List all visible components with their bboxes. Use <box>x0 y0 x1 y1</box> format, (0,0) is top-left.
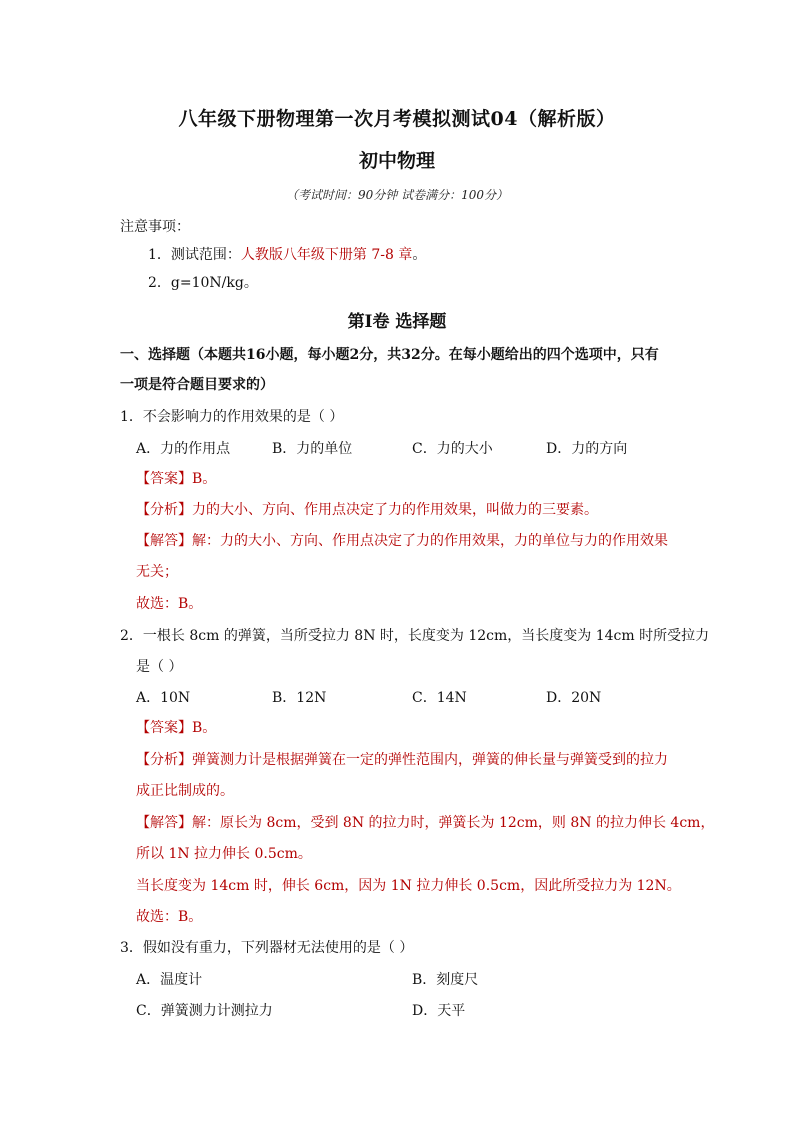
q3-option-c: C．弹簧测力计测拉力 <box>136 1003 273 1019</box>
q3-option-d: D．天平 <box>412 1003 466 1019</box>
q1-solution-tag: 【解答】 <box>136 533 192 549</box>
q2-solution-line-2: 所以 1N 拉力伸长 0.5cm。 <box>136 846 312 862</box>
q2-solution-tag: 【解答】 <box>136 815 192 831</box>
q2-solution-line-3: 当长度变为 14cm 时，伸长 6cm，因为 1N 拉力伸长 0.5cm，因此所受拉力为 12N。 <box>136 878 681 894</box>
q2-answer-tag: 【答案】 <box>136 720 192 736</box>
q2-answer-value: B。 <box>192 720 217 736</box>
q2-analysis-line-2: 成正比制成的。 <box>136 783 234 799</box>
q3-option-b: B．刻度尺 <box>412 972 479 988</box>
exam-info: （考试时间：90分钟 试卷满分：100分） <box>286 188 508 202</box>
q2-answer <box>136 718 216 738</box>
notes-item-1-prefix: 1．测试范围： <box>148 247 241 263</box>
notes-item-2: 2．g=10N/kg。 <box>148 275 258 291</box>
q3-stem: 3．假如没有重力，下列器材无法使用的是（ ） <box>120 940 414 956</box>
q2-solution-line-1 <box>136 813 714 833</box>
q2-option-d: D．20N <box>546 690 602 706</box>
q1-analysis-text: 力的大小、方向、作用点决定了力的作用效果，叫做力的三要素。 <box>192 502 598 518</box>
q1-answer-value: B。 <box>192 471 217 487</box>
q2-option-b: B．12N <box>272 690 327 706</box>
q1-option-a: A．力的作用点 <box>136 441 231 457</box>
q2-stem-line-2: 是（ ） <box>136 659 183 675</box>
document-subtitle: 初中物理 <box>358 150 435 172</box>
q2-stem-line-1: 2．一根长 8cm 的弹簧，当所受拉力 8N 时，长度变为 12cm，当长度变为 14cm 时所受拉力 <box>120 628 710 644</box>
q2-option-c: C．14N <box>412 690 467 706</box>
q1-analysis <box>136 500 598 520</box>
q2-analysis-text: 弹簧测力计是根据弹簧在一定的弹性范围内，弹簧的伸长量与弹簧受到的拉力 <box>192 752 668 768</box>
q2-choice: 故选：B。 <box>136 909 203 925</box>
section-title: 第Ⅰ卷 选择题 <box>347 312 447 332</box>
notes-item-1 <box>148 245 426 265</box>
q1-option-c: C．力的大小 <box>412 441 493 457</box>
q1-option-d: D．力的方向 <box>546 441 628 457</box>
section-intro-line-1: 一、选择题（本题共16小题，每小题2分，共32分。在每小题给出的四个选项中，只有 <box>120 347 659 363</box>
notes-item-1-suffix: 。 <box>412 247 427 263</box>
q1-stem: 1．不会影响力的作用效果的是（ ） <box>120 409 344 425</box>
q1-answer <box>136 469 216 489</box>
q1-answer-tag: 【答案】 <box>136 471 192 487</box>
document-title: 八年级下册物理第一次月考模拟测试04（解析版） <box>178 108 616 130</box>
q1-analysis-tag: 【分析】 <box>136 502 192 518</box>
q2-analysis-tag: 【分析】 <box>136 752 192 768</box>
q2-analysis-line-1 <box>136 750 668 770</box>
q1-solution-line-1 <box>136 531 668 551</box>
q2-option-a: A．10N <box>136 690 191 706</box>
q1-solution-line-2: 无关； <box>136 564 178 580</box>
section-intro-line-2: 一项是符合题目要求的） <box>120 377 274 393</box>
notes-heading: 注意事项： <box>120 219 190 235</box>
q3-option-a: A．温度计 <box>136 972 203 988</box>
q1-solution-text: 解：力的大小、方向、作用点决定了力的作用效果，力的单位与力的作用效果 <box>192 533 668 549</box>
q1-option-b: B．力的单位 <box>272 441 353 457</box>
q1-choice: 故选：B。 <box>136 596 203 612</box>
notes-item-1-scope: 人教版八年级下册第 7-8 章 <box>240 247 413 263</box>
q2-solution-text: 解：原长为 8cm，受到 8N 的拉力时，弹簧长为 12cm，则 8N 的拉力伸长 4cm， <box>192 815 715 831</box>
